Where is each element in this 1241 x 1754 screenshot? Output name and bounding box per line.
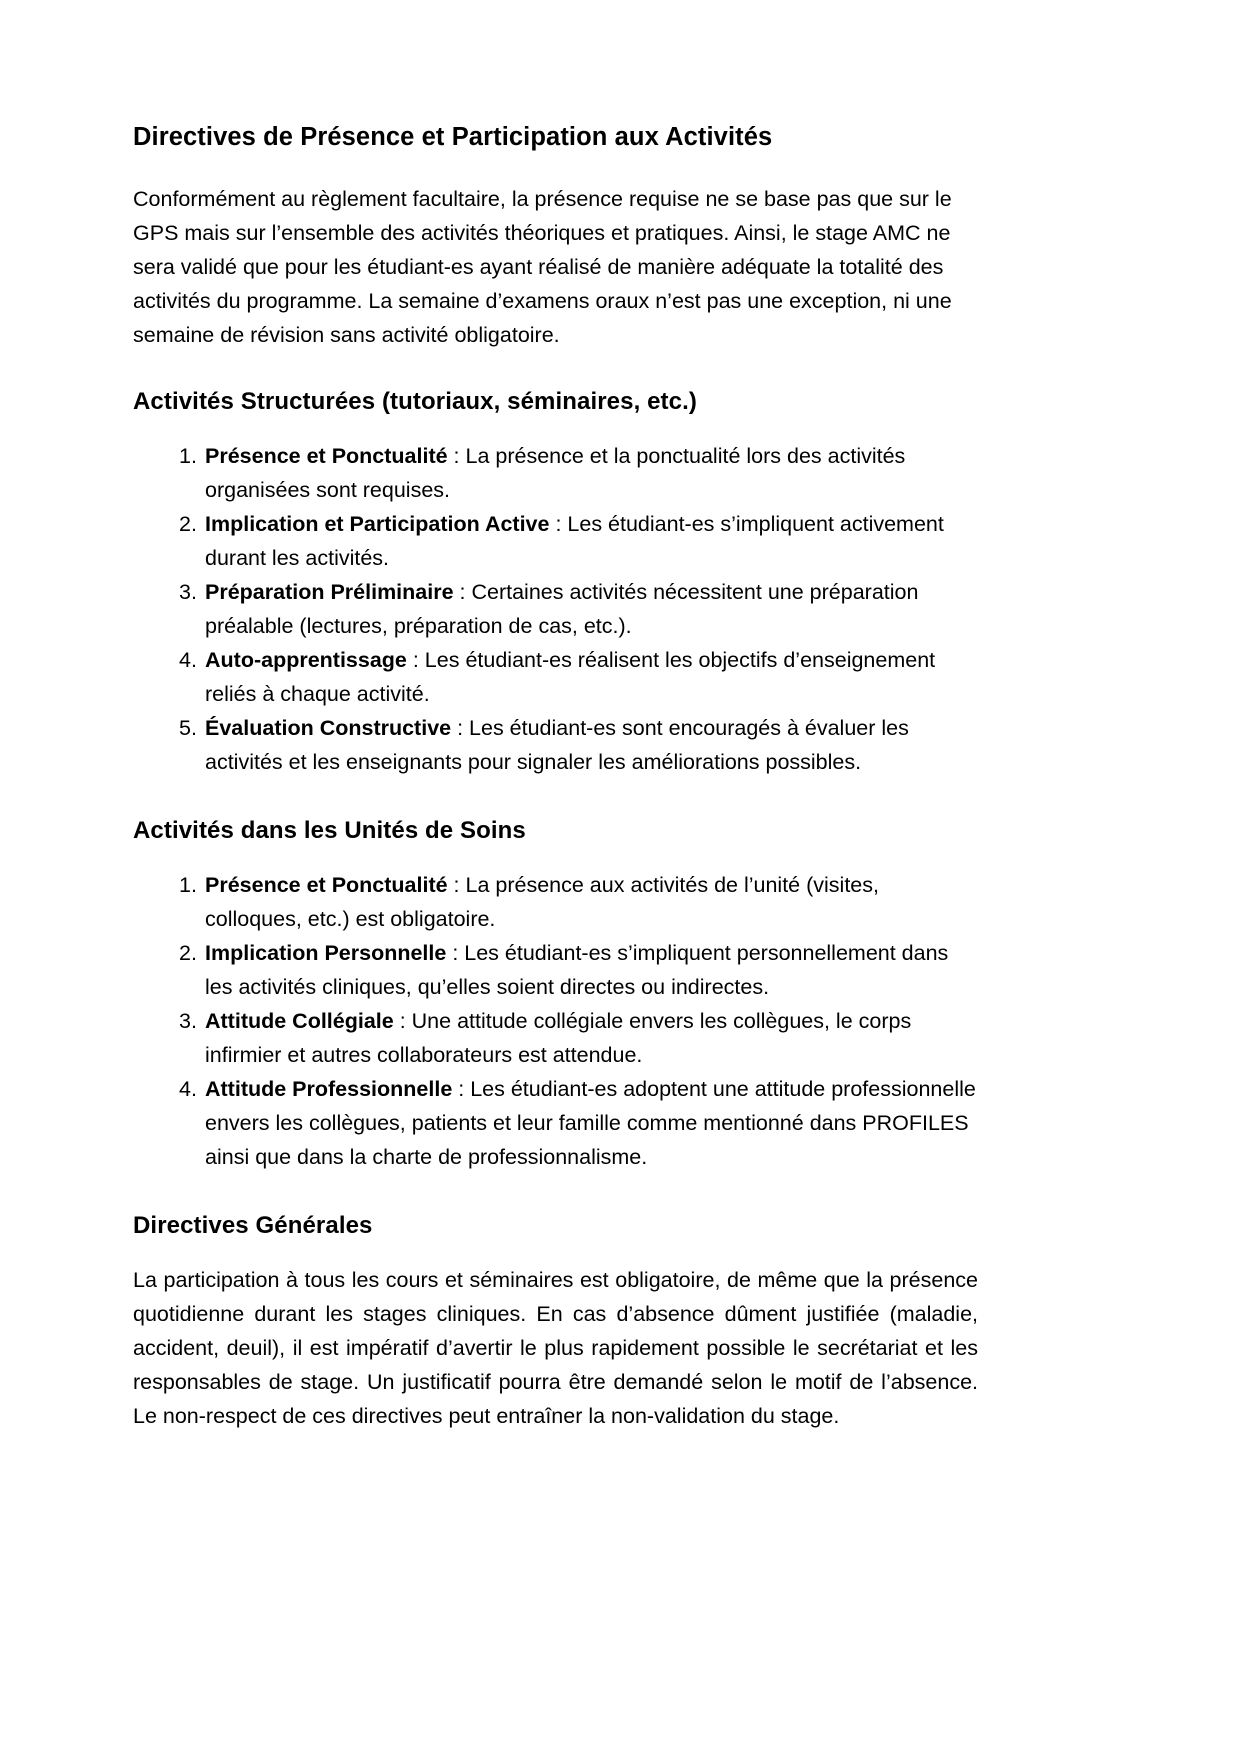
list-item: [133, 440, 978, 508]
list-item-term: Auto-apprentissage: [205, 648, 407, 673]
list-item-text: : Les étudiant-es sont encouragés à évaluer les activités et les enseignants pour signaler les améliorations possibles.: [205, 715, 909, 774]
list-item: [133, 508, 978, 576]
list-item-term: Présence et Ponctualité: [205, 873, 448, 898]
list-item: [133, 1073, 978, 1175]
list-item-term: Attitude Professionnelle: [205, 1076, 453, 1101]
page-title: Directives de Présence et Participation aux Activités: [133, 123, 773, 151]
list-item-term: Implication et Participation Active: [205, 512, 550, 537]
list-item: [133, 644, 978, 712]
list-item-text: : Les étudiant-es s’impliquent personnellement dans les activités cliniques, qu’elles soient directes ou indirectes.: [205, 941, 949, 1000]
section-heading-activites-unites-soins: Activités dans les Unités de Soins: [133, 816, 526, 844]
list-item: [133, 937, 978, 1005]
list-item: [133, 712, 978, 780]
section-heading-directives-generales: Directives Générales: [133, 1211, 373, 1239]
list-item-text: : Les étudiant-es s’impliquent activement durant les activités.: [205, 512, 944, 571]
list-item: [133, 576, 978, 644]
list-item-text: : Une attitude collégiale envers les collègues, le corps infirmier et autres collaborateurs est attendue.: [205, 1009, 912, 1068]
list-activites-structurees: [133, 440, 978, 780]
general-paragraph: La participation à tous les cours et séminaires est obligatoire, de même que la présence quotidienne durant les stages cliniques. En cas d’absence dûment justifiée (maladie, accident, deuil), il est impératif d’avertir le plus rapidement possible le secrétariat et les responsables de stage. Un justificatif pourra être demandé selon le motif de l’absence. Le non-respect de ces directives peut entraîner la non-validation du stage.: [133, 1268, 978, 1429]
list-item-term: Présence et Ponctualité: [205, 444, 448, 469]
list-item: [133, 1005, 978, 1073]
list-item-text: : La présence et la ponctualité lors des activités organisées sont requises.: [205, 444, 906, 503]
intro-paragraph: Conformément au règlement facultaire, la présence requise ne se base pas que sur le GPS mais sur l’ensemble des activités théoriques et pratiques. Ainsi, le stage AMC ne sera validé que pour les étudiant-es ayant réalisé de manière adéquate la totalité des activités du programme. La semaine d’examens oraux n’est pas une exception, ni une semaine de révision sans activité obligatoire.: [133, 187, 952, 347]
list-item-term: Attitude Collégiale: [205, 1009, 394, 1034]
section-heading-activites-structurees: Activités Structurées (tutoriaux, séminaires, etc.): [133, 387, 697, 415]
list-item-text: : Les étudiant-es réalisent les objectifs d’enseignement reliés à chaque activité.: [205, 648, 936, 706]
document-content: [133, 122, 978, 1434]
list-activites-unites-soins: [133, 869, 978, 1175]
list-item: [133, 869, 978, 937]
list-item-text: : Les étudiant-es adoptent une attitude professionnelle envers les collègues, patients et leur famille comme mentionné dans PROFILES ainsi que dans la charte de professionnalisme.: [205, 1076, 976, 1169]
list-item-term: Implication Personnelle: [205, 941, 447, 966]
list-item-term: Évaluation Constructive: [205, 715, 452, 740]
list-item-term: Préparation Préliminaire: [205, 580, 454, 605]
list-item-text: : La présence aux activités de l’unité (visites, colloques, etc.) est obligatoire.: [205, 873, 879, 932]
list-item-text: : Certaines activités nécessitent une préparation préalable (lectures, préparation de cas, etc.).: [205, 580, 919, 639]
